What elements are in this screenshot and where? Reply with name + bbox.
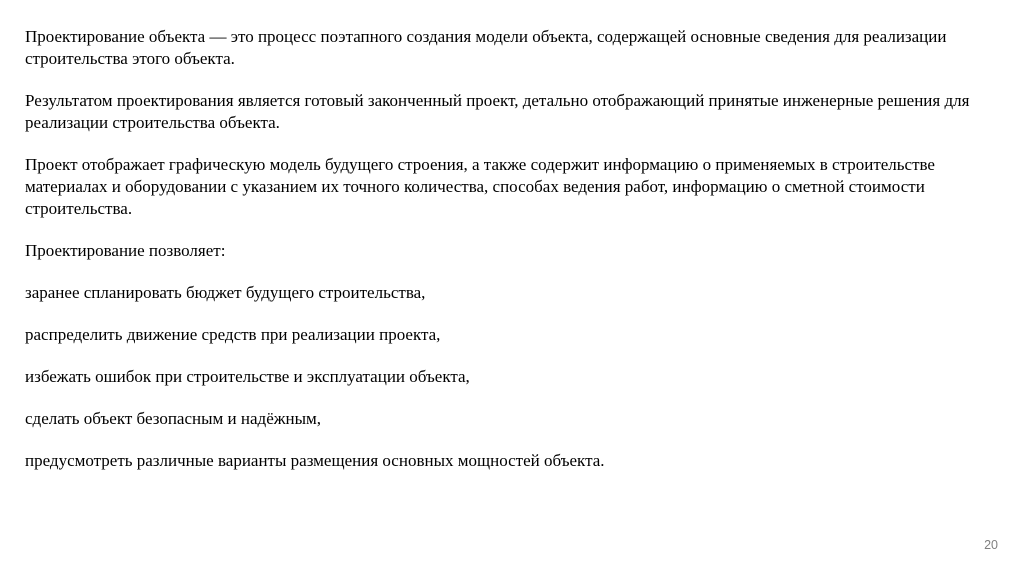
paragraph-definition: Проектирование объекта — это процесс поэтапного создания модели объекта, содержащей основные сведения для реализации строительства этого объекта.: [25, 27, 947, 68]
paragraph-result: Результатом проектирования является готовый законченный проект, детально отображающий принятые инженерные решения для реализации строительства объекта.: [25, 91, 970, 132]
list-item-placement: предусмотреть различные варианты размещения основных мощностей объекта.: [25, 451, 605, 470]
list-item-funds: распределить движение средств при реализации проекта,: [25, 325, 441, 344]
paragraph-list-intro: Проектирование позволяет:: [25, 241, 226, 260]
page-number: 20: [984, 538, 998, 552]
slide-text-block: [25, 26, 983, 472]
paragraph-project-description: Проект отображает графическую модель будущего строения, а также содержит информацию о применяемых в строительстве материалах и оборудовании с указанием их точного количества, способах ведения работ, информацию о сметной стоимости строительства.: [25, 155, 935, 218]
list-item-mistakes: избежать ошибок при строительстве и эксплуатации объекта,: [25, 367, 470, 386]
list-item-safety: сделать объект безопасным и надёжным,: [25, 409, 322, 428]
list-item-budget: заранее спланировать бюджет будущего строительства,: [25, 283, 426, 302]
